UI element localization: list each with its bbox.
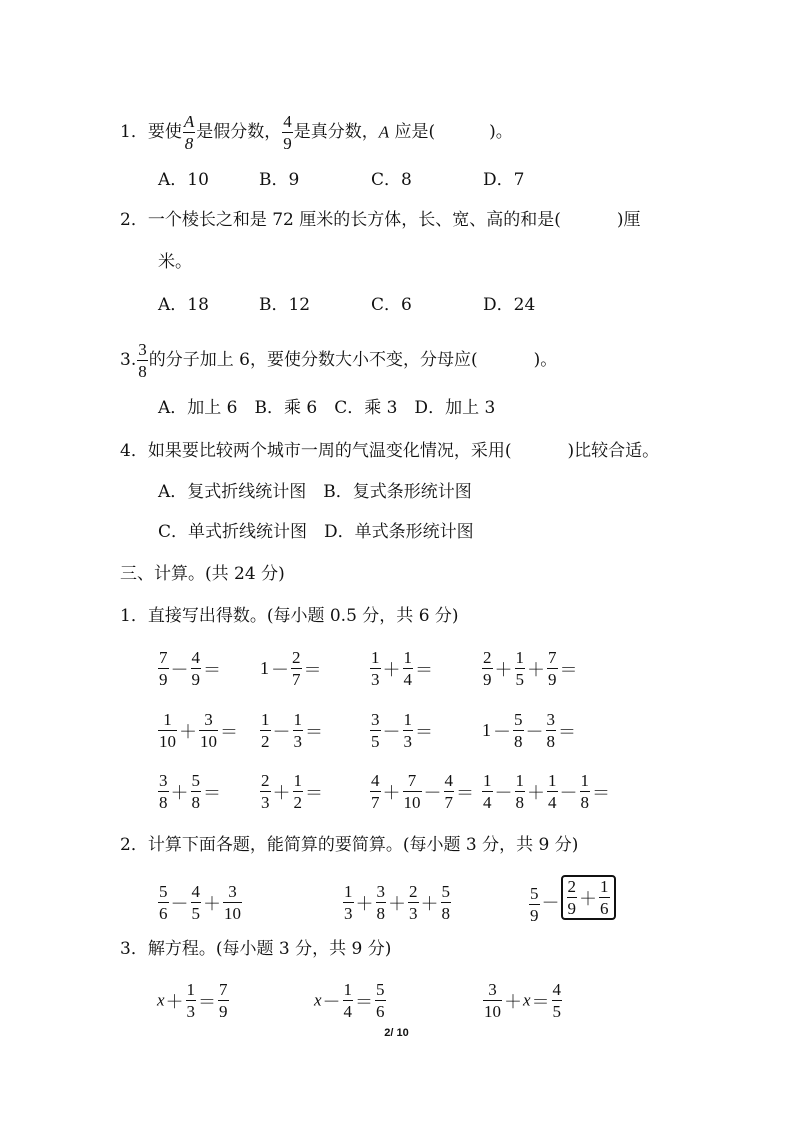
q1-choice-b[interactable]: B．9 (259, 170, 300, 190)
q1-text-2: 是假分数， (196, 122, 282, 142)
fraction: $\frac{1}{4}$ (548, 771, 557, 812)
q1-text-1: 1．要使 (120, 122, 182, 142)
q2-stem-cont: 米。 (158, 252, 192, 272)
fraction: $\frac{5}{6}$ (159, 882, 168, 923)
calc-r3c4: $\frac{1}{4}$ － $\frac{1}{8}$ ＋ $\frac{1}{4}$ － $\frac{1}{8}$ ＝ (483, 771, 610, 812)
fraction: $\frac{7}{9}$ (159, 648, 168, 689)
fraction: $\frac{1}{8}$ (580, 771, 589, 812)
q4-text-2: )比较合适。 (567, 441, 660, 461)
equation-1: x＋ $\frac{1}{3}$ ＝ $\frac{7}{9}$ (157, 980, 228, 1021)
q1-text-5: )。 (489, 122, 513, 142)
fraction: $\frac{A}{8}$ (183, 112, 195, 153)
brackets: $\frac{2}{9}$ ＋ $\frac{1}{6}$ (561, 875, 616, 920)
calc-r3c1: $\frac{3}{8}$ ＋ $\frac{5}{8}$ ＝ (159, 771, 221, 812)
q1-choice-a[interactable]: A．10 (158, 170, 209, 190)
part-2-title: 2．计算下面各题，能简算的要简算。(每小题 3 分，共 9 分) (120, 835, 579, 855)
calc-r3c2: $\frac{2}{3}$ ＋ $\frac{1}{2}$ ＝ (261, 771, 323, 812)
fraction: $\frac{4}{5}$ (552, 980, 562, 1021)
part-3-title: 3．解方程。(每小题 3 分，共 9 分) (120, 939, 392, 959)
fraction: $\frac{3}{5}$ (371, 710, 380, 751)
q1-choice-d[interactable]: D．7 (483, 170, 525, 190)
fraction: $\frac{3}{10}$ (200, 710, 217, 751)
q3-text-3: )。 (533, 350, 558, 370)
q4-text-1: 4．如果要比较两个城市一周的气温变化情况，采用( (120, 441, 512, 461)
fraction: $\frac{2}{3}$ (261, 771, 270, 812)
page-number: 2/ 10 (384, 1027, 409, 1039)
fraction: $\frac{3}{10}$ (484, 980, 501, 1021)
fraction: $\frac{1}{3}$ (371, 648, 380, 689)
equation-3: $\frac{3}{10}$ ＋x＝ $\frac{4}{5}$ (484, 980, 562, 1021)
q4-stem (120, 439, 659, 463)
calc-r1c4: $\frac{2}{9}$ ＋ $\frac{1}{5}$ ＋ $\frac{7}{9}$ ＝ (483, 648, 578, 689)
fraction: $\frac{4}{7}$ (444, 771, 453, 812)
fraction: $\frac{5}{9}$ (530, 884, 539, 925)
fraction: $\frac{4}{9}$ (191, 648, 200, 689)
fraction: $\frac{3}{8}$ (138, 340, 147, 381)
fraction: $\frac{1}{2}$ (261, 710, 270, 751)
q2-stem (120, 208, 641, 232)
calc-r1c2: 1 － $\frac{2}{7}$ ＝ (260, 648, 322, 689)
calc-r1c1: $\frac{7}{9}$ － $\frac{4}{9}$ ＝ (159, 648, 221, 689)
variable: A (378, 122, 390, 142)
fraction: $\frac{4}{5}$ (191, 882, 200, 923)
fraction: $\frac{1}{8}$ (515, 771, 524, 812)
fraction: $\frac{7}{9}$ (548, 648, 557, 689)
fraction: $\frac{5}{6}$ (376, 980, 385, 1021)
fraction: $\frac{3}{10}$ (224, 882, 241, 923)
calc-r2c1: $\frac{1}{10}$ ＋ $\frac{3}{10}$ ＝ (159, 710, 238, 751)
fraction: $\frac{4}{7}$ (371, 771, 380, 812)
fraction: $\frac{1}{4}$ (483, 771, 492, 812)
fraction: $\frac{3}{8}$ (546, 710, 555, 751)
calc-r3c3: $\frac{4}{7}$ ＋ $\frac{7}{10}$ － $\frac{4}{7}$ ＝ (371, 771, 474, 812)
fraction: $\frac{2}{9}$ (483, 648, 492, 689)
q2-choice-c[interactable]: C．6 (371, 295, 412, 315)
fraction: $\frac{1}{3}$ (186, 980, 196, 1021)
calc-r2c4: 1 － $\frac{5}{8}$ － $\frac{3}{8}$ ＝ (482, 710, 576, 751)
q3-text-2: 的分子加上 6，要使分数大小不变，分母应( (148, 350, 478, 370)
fraction: $\frac{1}{4}$ (343, 980, 353, 1021)
fraction: $\frac{5}{8}$ (191, 771, 200, 812)
simplify-expr-2: $\frac{1}{3}$ ＋ $\frac{3}{8}$ ＋ $\frac{2}{3}$ ＋ $\frac{5}{8}$ (344, 882, 450, 923)
fraction: $\frac{5}{8}$ (441, 882, 450, 923)
q1-text-4: 应是( (389, 122, 436, 142)
q3-choices[interactable]: A．加上 6 B．乘 6 C．乘 3 D．加上 3 (158, 398, 496, 418)
equation-2: x－ $\frac{1}{4}$ ＝ $\frac{5}{6}$ (314, 980, 385, 1021)
fraction: $\frac{1}{5}$ (515, 648, 524, 689)
fraction: $\frac{2}{9}$ (567, 877, 576, 918)
q3-stem (120, 341, 557, 380)
q2-text-2: )厘 (616, 210, 641, 230)
q3-text-1: 3. (120, 350, 137, 370)
fraction: $\frac{2}{3}$ (409, 882, 418, 923)
simplify-expr-1: $\frac{5}{6}$ － $\frac{4}{5}$ ＋ $\frac{3}{10}$ (159, 882, 241, 923)
fraction: $\frac{1}{10}$ (159, 710, 176, 751)
fraction: $\frac{1}{3}$ (403, 710, 412, 751)
q1-stem (120, 113, 513, 152)
q4-choices-row2[interactable]: C．单式折线统计图 D．单式条形统计图 (158, 522, 474, 542)
fraction: $\frac{7}{9}$ (219, 980, 228, 1021)
q2-choice-a[interactable]: A．18 (158, 295, 209, 315)
fraction: $\frac{3}{8}$ (376, 882, 385, 923)
q2-choice-d[interactable]: D．24 (483, 295, 536, 315)
fraction: $\frac{7}{10}$ (403, 771, 421, 812)
calc-r2c3: $\frac{3}{5}$ － $\frac{1}{3}$ ＝ (371, 710, 433, 751)
fraction: $\frac{2}{7}$ (292, 648, 301, 689)
calc-r1c3: $\frac{1}{3}$ ＋ $\frac{1}{4}$ ＝ (371, 648, 433, 689)
simplify-expr-3: $\frac{5}{9}$ － $\frac{2}{9}$ ＋ $\frac{1}{6}$ (528, 871, 616, 924)
section-3-title: 三、计算。(共 24 分) (120, 564, 285, 584)
q4-choices-row1[interactable]: A．复式折线统计图 B．复式条形统计图 (158, 482, 472, 502)
fraction: $\frac{1}{6}$ (600, 877, 609, 918)
q2-choice-b[interactable]: B．12 (259, 295, 311, 315)
fraction: $\frac{1}{3}$ (293, 710, 302, 751)
fraction: $\frac{1}{3}$ (344, 882, 353, 923)
fraction: $\frac{1}{2}$ (293, 771, 302, 812)
q1-choice-c[interactable]: C．8 (371, 170, 412, 190)
fraction: $\frac{3}{8}$ (159, 771, 168, 812)
calc-r2c2: $\frac{1}{2}$ － $\frac{1}{3}$ ＝ (261, 710, 323, 751)
fraction: $\frac{4}{9}$ (283, 112, 292, 153)
q2-text-1: 2．一个棱长之和是 72 厘米的长方体，长、宽、高的和是( (120, 210, 561, 230)
part-1-title: 1．直接写出得数。(每小题 0.5 分，共 6 分) (120, 606, 459, 626)
fraction: $\frac{5}{8}$ (514, 710, 523, 751)
q1-text-3: 是真分数， (293, 122, 379, 142)
fraction: $\frac{1}{4}$ (403, 648, 412, 689)
